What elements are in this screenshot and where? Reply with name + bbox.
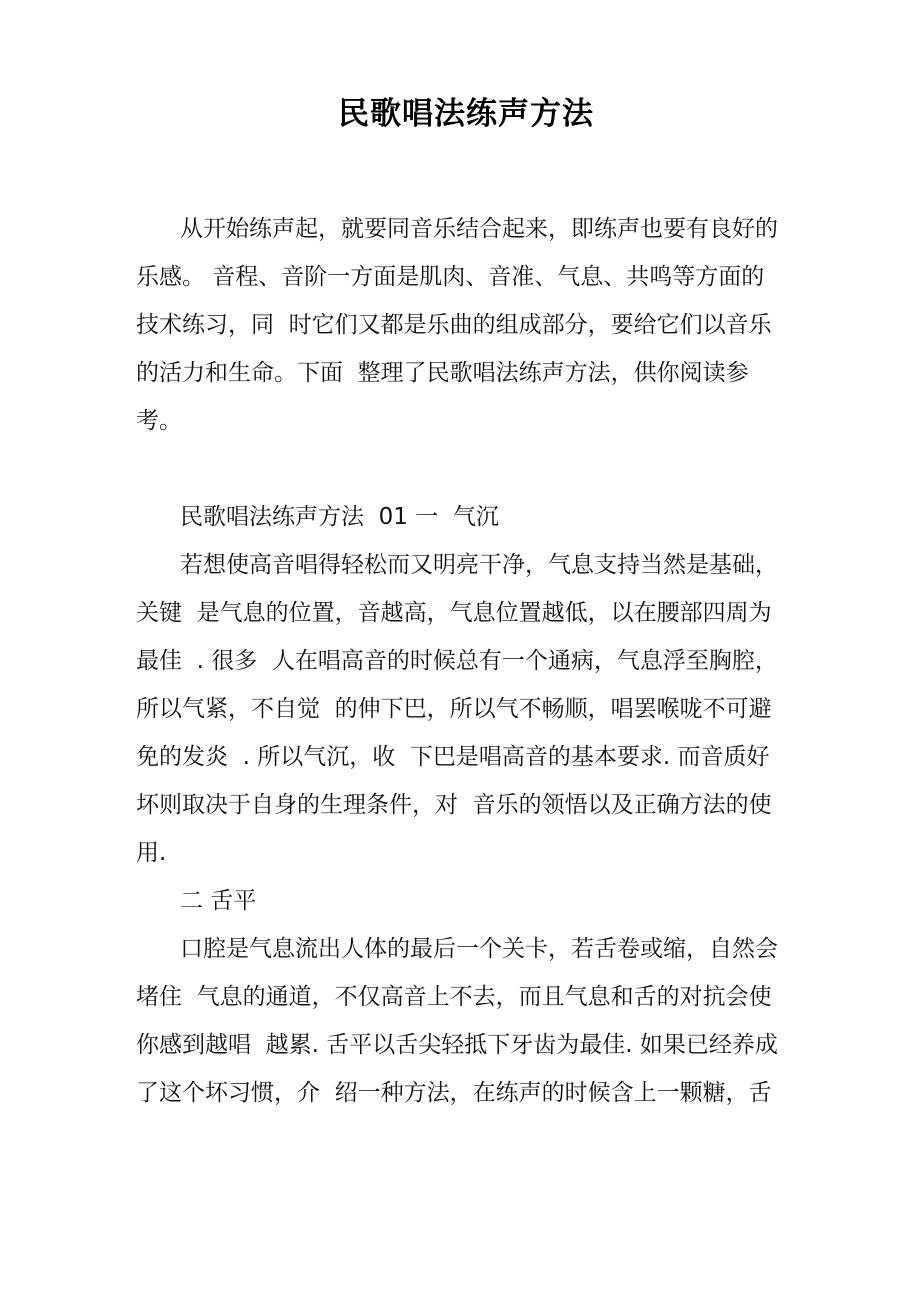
section1-line-1: 若想使高音唱得轻松而又明亮干净，气息支持当然是基础， (180, 552, 778, 578)
section2-line-2: 堵住 气息的通道，不仅高音上不去，而且气息和舌的对抗会使 (136, 984, 772, 1010)
section1-line-6: 坏则取决于自身的生理条件，对 音乐的领悟以及正确方法的使 (136, 792, 772, 818)
intro-line-3: 技术练习，同 时它们又都是乐曲的组成部分，要给它们以音乐 (136, 312, 772, 338)
section1-line-5: 免的发炎 . 所以气沉，收 下巴是唱高音的基本要求. 而音质好 (136, 744, 770, 770)
intro-line-4: 的活力和生命。下面 整理了民歌唱法练声方法，供你阅读参 (136, 360, 749, 386)
intro-line-1: 从开始练声起，就要同音乐结合起来，即练声也要有良好的 (180, 216, 778, 242)
section1-line-2: 关键 是气息的位置，音越高，气息位置越低，以在腰部四周为 (136, 600, 772, 626)
section2-line-1: 口腔是气息流出人体的最后一个关卡，若舌卷或缩，自然会 (180, 936, 778, 962)
section1-line-3: 最佳 . 很多 人在唱高音的时候总有一个通病，气息浮至胸腔， (136, 648, 778, 674)
intro-line-5: 考。 (136, 408, 182, 434)
section1-heading: 民歌唱法练声方法 01 一 气沉 (180, 504, 499, 530)
section1-line-7: 用. (136, 840, 167, 866)
intro-line-2: 乐感。 音程、音阶一方面是肌肉、音准、气息、共鸣等方面的 (136, 264, 765, 290)
section2-line-4: 了这个坏习惯，介 绍一种方法，在练声的时候含上一颗糖，舌 (136, 1080, 772, 1106)
document-title: 民歌唱法练声方法 (338, 96, 594, 132)
section1-line-4: 所以气紧，不自觉 的伸下巴，所以气不畅顺，唱罢喉咙不可避 (136, 696, 772, 722)
section2-line-3: 你感到越唱 越累. 舌平以舌尖轻抵下牙齿为最佳. 如果已经养成 (136, 1032, 778, 1058)
section2-heading: 二 舌平 (180, 888, 257, 914)
